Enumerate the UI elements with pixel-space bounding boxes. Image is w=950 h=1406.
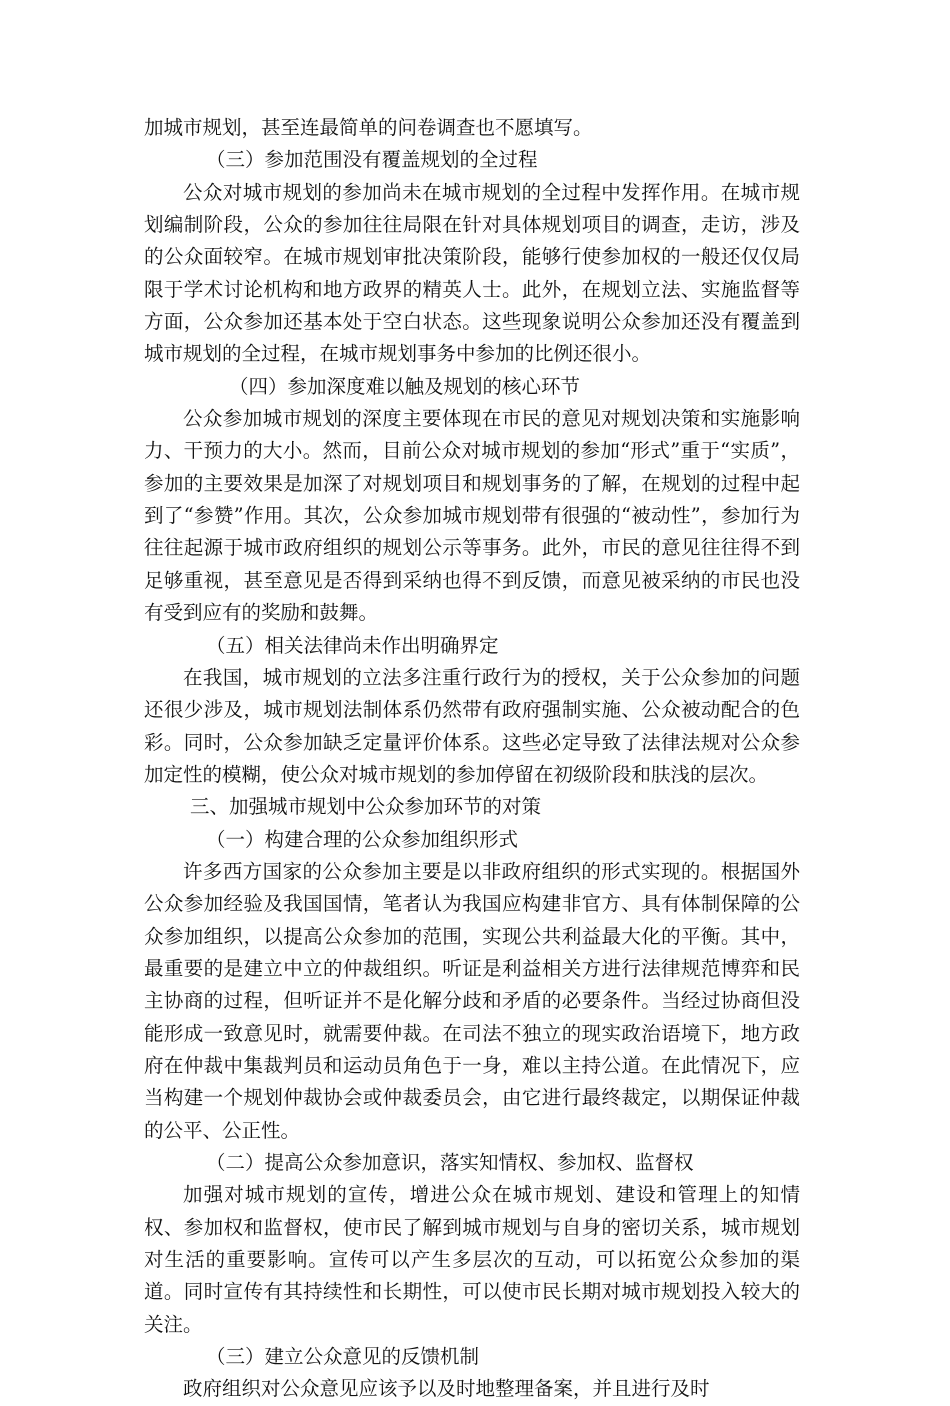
paragraph-organization: 许多西方国家的公众参加主要是以非政府组织的形式实现的。根据国外公众参加经验及我国国情，笔者认为我国应构建非官方、具有体制保障的公众参加组织，以提高公众参加的范围，实现公共利益最大化的平衡。其中，最重要的是建立中立的仲裁组织。听证是利益相关方进行法律规范博弈和民主协商的过程，但听证并不是化解分歧和矛盾的必要条件。当经过协商但没能形成一致意见时，就需要仲裁。在司法不独立的现实政治语境下，地方政府在仲裁中集裁判员和运动员角色于一身，难以主持公道。在此情况下，应当构建一个规划仲裁协会或仲裁委员会，由它进行最终裁定，以期保证仲裁的公平、公正性。 <box>144 859 800 1142</box>
subsection-heading-law: （五）相关法律尚未作出明确界定 <box>206 633 499 657</box>
subsection-heading-depth: （四）参加深度难以触及规划的核心环节 <box>229 374 581 398</box>
subsection-heading-feedback: （三）建立公众意见的反馈机制 <box>206 1345 480 1369</box>
subsection-heading-scope: （三）参加范围没有覆盖规划的全过程 <box>206 148 538 172</box>
section-heading-countermeasures: 三、加强城市规划中公众参加环节的对策 <box>190 795 542 819</box>
paragraph-awareness: 加强对城市规划的宣传，增进公众在城市规划、建设和管理上的知情权、参加权和监督权，使市民了解到城市规划与自身的密切关系，城市规划对生活的重要影响。宣传可以产生多层次的互动，可以拓宽公众参加的渠道。同时宣传有其持续性和长期性，可以使市民长期对城市规划投入较大的关注。 <box>144 1183 800 1336</box>
document-body <box>144 112 800 1406</box>
paragraph-feedback: 政府组织对公众意见应该予以及时地整理备案，并且进行及时 <box>183 1377 710 1401</box>
subsection-heading-awareness: （二）提高公众参加意识，落实知情权、参加权、监督权 <box>206 1151 694 1174</box>
paragraph-depth: 公众参加城市规划的深度主要体现在市民的意见对规划决策和实施影响力、干预力的大小。然而，目前公众对城市规划的参加“形式”重于“实质”，参加的主要效果是加深了对规划项目和规划事务的了解，在规划的过程中起到了“参赞”作用。其次，公众参加城市规划带有很强的“被动性”，参加行为往往起源于城市政府组织的规划公示等事务。此外，市民的意见往往得不到足够重视，甚至意见是否得到采纳也得不到反馈，而意见被采纳的市民也没有受到应有的奖励和鼓舞。 <box>144 407 800 625</box>
continued-paragraph: 加城市规划，甚至连最简单的问卷调查也不愿填写。 <box>144 116 593 139</box>
paragraph-scope: 公众对城市规划的参加尚未在城市规划的全过程中发挥作用。在城市规划编制阶段，公众的参加往往局限在针对具体规划项目的调查，走访，涉及的公众面较窄。在城市规划审批决策阶段，能够行使参加权的一般还仅仅局限于学术讨论机构和地方政界的精英人士。此外，在规划立法、实施监督等方面，公众参加还基本处于空白状态。这些现象说明公众参加还没有覆盖到城市规划的全过程，在城市规划事务中参加的比例还很小。 <box>144 180 800 366</box>
subsection-heading-organization: （一）构建合理的公众参加组织形式 <box>206 827 519 851</box>
paragraph-law: 在我国，城市规划的立法多注重行政行为的授权，关于公众参加的问题还很少涉及，城市规划法制体系仍然带有政府强制实施、公众被动配合的色彩。同时，公众参加缺乏定量评价体系。这些必定导致了法律法规对公众参加定性的模糊，使公众对城市规划的参加停留在初级阶段和肤浅的层次。 <box>144 665 800 786</box>
